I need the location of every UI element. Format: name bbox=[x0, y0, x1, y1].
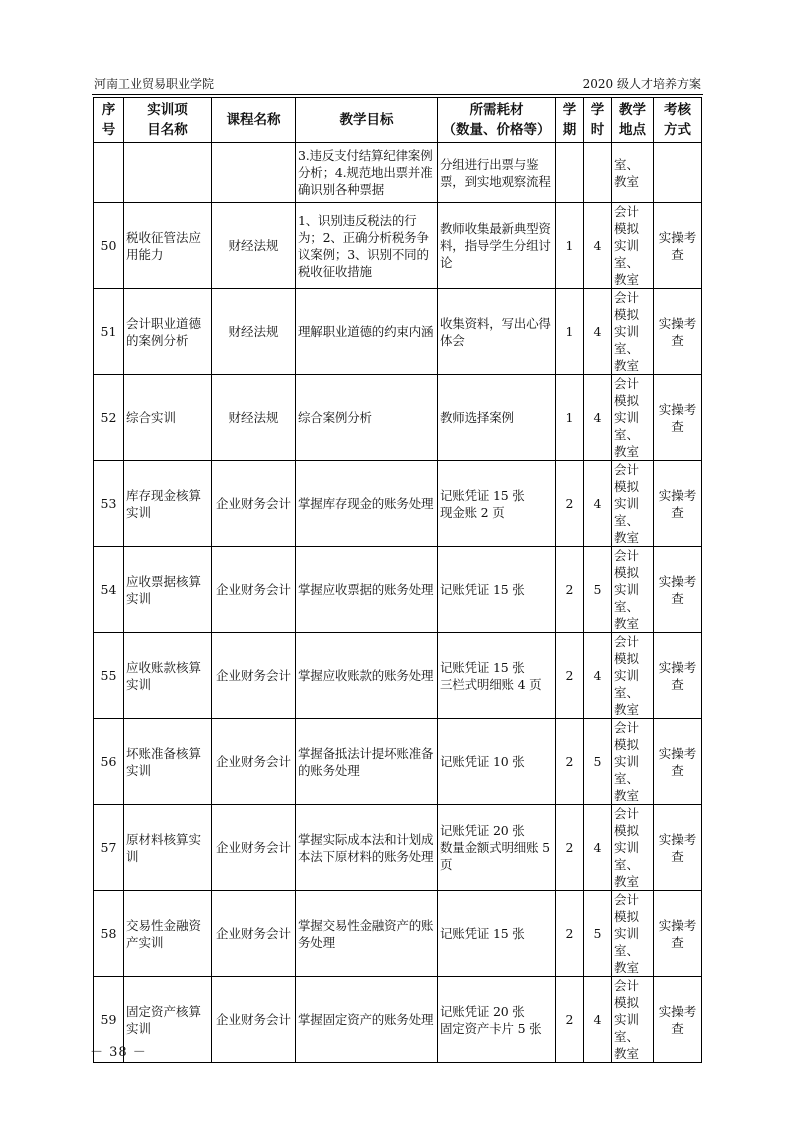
cell-material-line: 记账凭证 20 张 bbox=[440, 823, 525, 838]
cell-seq: 51 bbox=[94, 289, 124, 375]
cell-project bbox=[124, 143, 212, 203]
cell-seq: 56 bbox=[94, 719, 124, 805]
cell-place: 会计模拟实训室、教室 bbox=[612, 461, 654, 547]
cell-seq: 53 bbox=[94, 461, 124, 547]
cell-project: 固定资产核算实训 bbox=[124, 977, 212, 1063]
cell-hours: 4 bbox=[584, 633, 612, 719]
page-header bbox=[92, 72, 703, 95]
training-table bbox=[93, 97, 702, 1063]
cell-assess: 实操考查 bbox=[654, 203, 702, 289]
table-row-continued bbox=[94, 143, 702, 203]
header-school-name: 河南工业贸易职业学院 bbox=[94, 77, 215, 91]
col-header-seq: 序 号 bbox=[94, 98, 124, 143]
cell-term: 2 bbox=[556, 977, 584, 1063]
cell-course: 企业财务会计 bbox=[212, 891, 296, 977]
cell-seq: 52 bbox=[94, 375, 124, 461]
cell-goal: 综合案例分析 bbox=[296, 375, 438, 461]
cell-project: 原材料核算实训 bbox=[124, 805, 212, 891]
cell-material: 收集资料，写出心得体会 bbox=[438, 289, 556, 375]
cell-hours: 4 bbox=[584, 203, 612, 289]
cell-material: 记账凭证 15 张 bbox=[438, 891, 556, 977]
cell-project: 会计职业道德的案例分析 bbox=[124, 289, 212, 375]
cell-material-line: 数量金额式明细账 5 页 bbox=[440, 840, 550, 872]
col-header-term: 学 期 bbox=[556, 98, 584, 143]
cell-course: 企业财务会计 bbox=[212, 977, 296, 1063]
cell-course: 企业财务会计 bbox=[212, 633, 296, 719]
cell-assess: 实操考查 bbox=[654, 805, 702, 891]
table-row bbox=[94, 547, 702, 633]
cell-place: 会计模拟实训室、教室 bbox=[612, 375, 654, 461]
cell-assess: 实操考查 bbox=[654, 289, 702, 375]
cell-term: 2 bbox=[556, 891, 584, 977]
cell-place: 会计模拟实训室、教室 bbox=[612, 633, 654, 719]
cell-place: 会计模拟实训室、教室 bbox=[612, 719, 654, 805]
cell-material bbox=[438, 805, 556, 891]
cell-hours: 4 bbox=[584, 805, 612, 891]
cell-place: 室、教室 bbox=[612, 143, 654, 203]
cell-material: 记账凭证 10 张 bbox=[438, 719, 556, 805]
cell-material bbox=[438, 461, 556, 547]
table-row bbox=[94, 805, 702, 891]
cell-term bbox=[556, 143, 584, 203]
cell-material: 记账凭证 15 张 bbox=[438, 547, 556, 633]
cell-seq: 55 bbox=[94, 633, 124, 719]
cell-place: 会计模拟实训室、教室 bbox=[612, 289, 654, 375]
cell-place: 会计模拟实训室、教室 bbox=[612, 891, 654, 977]
cell-assess: 实操考查 bbox=[654, 891, 702, 977]
cell-goal: 1、识别违反税法的行为；2、正确分析税务争议案例；3、识别不同的税收征收措施 bbox=[296, 203, 438, 289]
cell-hours: 5 bbox=[584, 891, 612, 977]
header-plan-title: 2020 级人才培养方案 bbox=[582, 77, 701, 91]
col-header-project: 实训项 目名称 bbox=[124, 98, 212, 143]
cell-material-line: 记账凭证 15 张 bbox=[440, 487, 525, 503]
table-row bbox=[94, 891, 702, 977]
cell-assess: 实操考查 bbox=[654, 633, 702, 719]
cell-material-line: 记账凭证 20 张 bbox=[440, 1003, 525, 1019]
cell-term: 2 bbox=[556, 805, 584, 891]
col-header-hours: 学 时 bbox=[584, 98, 612, 143]
cell-hours: 5 bbox=[584, 719, 612, 805]
cell-hours: 4 bbox=[584, 289, 612, 375]
cell-term: 2 bbox=[556, 461, 584, 547]
cell-hours: 4 bbox=[584, 375, 612, 461]
cell-assess: 实操考查 bbox=[654, 547, 702, 633]
cell-course: 企业财务会计 bbox=[212, 461, 296, 547]
cell-term: 2 bbox=[556, 633, 584, 719]
cell-seq: 50 bbox=[94, 203, 124, 289]
table-header-row bbox=[94, 98, 702, 143]
col-header-assess: 考核 方式 bbox=[654, 98, 702, 143]
cell-seq: 58 bbox=[94, 891, 124, 977]
cell-place: 会计模拟实训室、教室 bbox=[612, 977, 654, 1063]
table-row bbox=[94, 203, 702, 289]
cell-course: 财经法规 bbox=[212, 375, 296, 461]
cell-hours: 4 bbox=[584, 461, 612, 547]
cell-project: 应收票据核算实训 bbox=[124, 547, 212, 633]
cell-goal: 掌握固定资产的账务处理 bbox=[296, 977, 438, 1063]
cell-goal: 掌握库存现金的账务处理 bbox=[296, 461, 438, 547]
cell-goal: 掌握交易性金融资产的账务处理 bbox=[296, 891, 438, 977]
cell-goal: 掌握实际成本法和计划成本法下原材料的账务处理 bbox=[296, 805, 438, 891]
cell-seq: 57 bbox=[94, 805, 124, 891]
cell-project: 坏账准备核算实训 bbox=[124, 719, 212, 805]
cell-term: 2 bbox=[556, 547, 584, 633]
cell-goal: 3.违反支付结算纪律案例分析；4.规范地出票并准确识别各种票据 bbox=[296, 143, 438, 203]
cell-hours: 5 bbox=[584, 547, 612, 633]
cell-project: 综合实训 bbox=[124, 375, 212, 461]
table-row bbox=[94, 461, 702, 547]
table-row bbox=[94, 719, 702, 805]
table-row bbox=[94, 375, 702, 461]
cell-seq: 59 bbox=[94, 977, 124, 1063]
cell-goal: 掌握应收账款的账务处理 bbox=[296, 633, 438, 719]
cell-course: 企业财务会计 bbox=[212, 719, 296, 805]
col-header-place: 教学 地点 bbox=[612, 98, 654, 143]
cell-project: 库存现金核算实训 bbox=[124, 461, 212, 547]
cell-course: 财经法规 bbox=[212, 203, 296, 289]
cell-hours: 4 bbox=[584, 977, 612, 1063]
cell-place: 会计模拟实训室、教室 bbox=[612, 203, 654, 289]
table-row bbox=[94, 633, 702, 719]
cell-project: 交易性金融资产实训 bbox=[124, 891, 212, 977]
cell-assess: 实操考查 bbox=[654, 375, 702, 461]
cell-assess: 实操考查 bbox=[654, 461, 702, 547]
cell-goal: 理解职业道德的约束内涵 bbox=[296, 289, 438, 375]
cell-seq: 54 bbox=[94, 547, 124, 633]
cell-project: 税收征管法应用能力 bbox=[124, 203, 212, 289]
cell-project: 应收账款核算实训 bbox=[124, 633, 212, 719]
col-header-goal: 教学目标 bbox=[296, 98, 438, 143]
cell-assess: 实操考查 bbox=[654, 977, 702, 1063]
cell-assess bbox=[654, 143, 702, 203]
cell-material-line: 三栏式明细账 4 页 bbox=[440, 676, 542, 692]
col-header-course: 课程名称 bbox=[212, 98, 296, 143]
col-header-material: 所需耗材 （数量、价格等） bbox=[438, 98, 556, 143]
cell-course: 企业财务会计 bbox=[212, 547, 296, 633]
cell-place: 会计模拟实训室、教室 bbox=[612, 805, 654, 891]
cell-material bbox=[438, 977, 556, 1063]
cell-material-line: 记账凭证 15 张 bbox=[440, 659, 525, 675]
cell-course: 财经法规 bbox=[212, 289, 296, 375]
cell-material-line: 固定资产卡片 5 张 bbox=[440, 1020, 542, 1036]
cell-seq bbox=[94, 143, 124, 203]
cell-term: 1 bbox=[556, 289, 584, 375]
cell-material: 教师收集最新典型资料，指导学生分组讨论 bbox=[438, 203, 556, 289]
cell-material bbox=[438, 633, 556, 719]
cell-place: 会计模拟实训室、教室 bbox=[612, 547, 654, 633]
cell-material-line: 现金账 2 页 bbox=[440, 504, 505, 520]
cell-material: 分组进行出票与鉴票，到实地观察流程 bbox=[438, 143, 556, 203]
page-number: － 38 － bbox=[90, 1045, 147, 1060]
cell-term: 1 bbox=[556, 203, 584, 289]
cell-course bbox=[212, 143, 296, 203]
cell-course: 企业财务会计 bbox=[212, 805, 296, 891]
cell-material: 教师选择案例 bbox=[438, 375, 556, 461]
table-row bbox=[94, 289, 702, 375]
cell-goal: 掌握应收票据的账务处理 bbox=[296, 547, 438, 633]
cell-assess: 实操考查 bbox=[654, 719, 702, 805]
cell-hours bbox=[584, 143, 612, 203]
cell-goal: 掌握备抵法计提坏账准备的账务处理 bbox=[296, 719, 438, 805]
cell-term: 2 bbox=[556, 719, 584, 805]
table-row bbox=[94, 977, 702, 1063]
cell-term: 1 bbox=[556, 375, 584, 461]
